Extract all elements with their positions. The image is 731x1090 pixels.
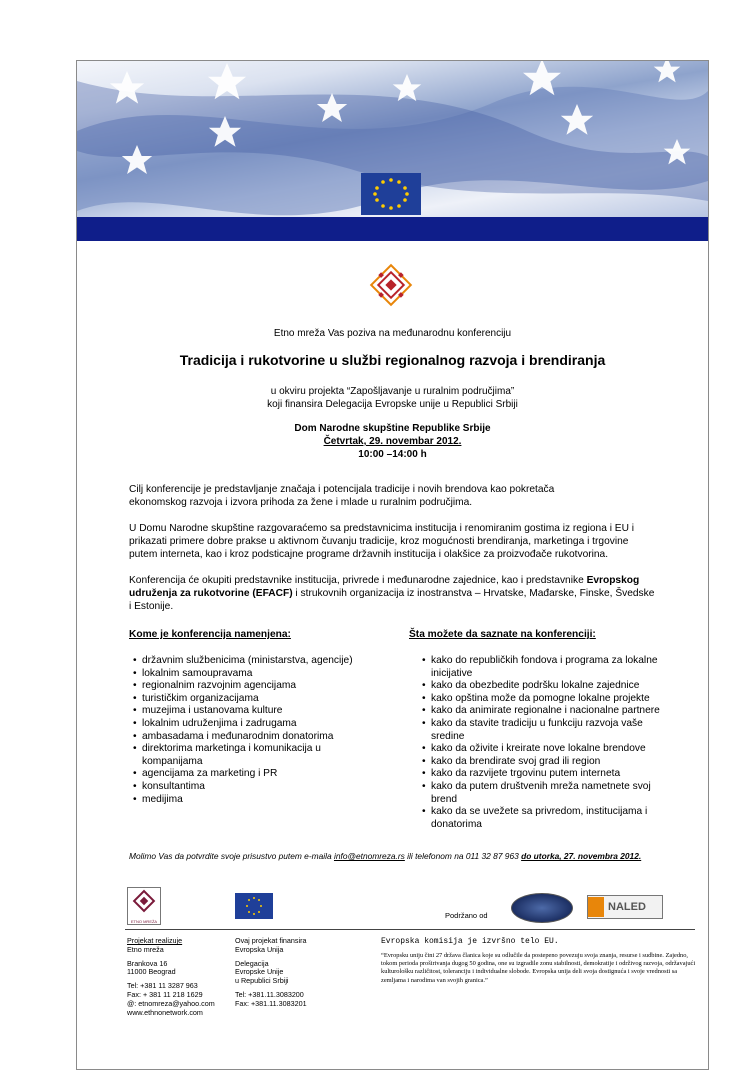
eu-flag-banner [77, 61, 708, 217]
learn-heading: Šta možete da saznate na konferenciji: [409, 629, 596, 640]
footer-website[interactable]: www.ethnonetwork.com [127, 1007, 203, 1017]
paragraph-participants [129, 574, 659, 613]
footer-project-label: Projekat realizuje [127, 936, 183, 945]
eu-statement-heading: Evropska komisija je izvršno telo EU. [381, 937, 559, 946]
naled-mark-icon [588, 897, 604, 917]
audience-list-item: • direktorima marketinga i komunikacija u kompanijama [133, 743, 368, 768]
footer-email[interactable]: @: etnomreza@yahoo.com [127, 998, 215, 1008]
audience-list-item: • medijima [133, 794, 368, 807]
invitation-page [76, 60, 709, 1070]
footer-project-org: Etno mreža [127, 944, 164, 954]
paragraph-goal: Cilj konferencije je predstavljanje značaja i potencijala tradicije i novih brendova kao pokretača ekonomskog razvoja i izvora prihoda za žene i mlade u ruralnim područjima. [129, 484, 555, 508]
footer-address-1: Brankova 16 [127, 958, 168, 968]
audience-list-item: • državnim službenicima (ministarstva, agencije) [133, 655, 368, 668]
venue: Dom Narodne skupštine Republike Srbije [294, 423, 491, 434]
learn-list [422, 655, 667, 831]
footer-funder: Evropska Unija [235, 944, 284, 954]
learn-list-item: • kako da brendirate svoj grad ili region [422, 756, 667, 769]
learn-list-item: • kako opština može da pomogne lokalne projekte [422, 693, 667, 706]
rsvp-deadline: do utorka, 27. novembra 2012. [521, 851, 642, 861]
audience-heading: Kome je konferencija namenjena: [129, 629, 291, 640]
etno-mreza-footer-logo [127, 887, 161, 925]
learn-list-item: • kako da stavite tradiciju u funkciju razvoja vaše sredine [422, 718, 667, 743]
learn-list-item: • kako da obezbedite podršku lokalne zajednice [422, 680, 667, 693]
naled-logo-text: NALED [608, 901, 646, 913]
rsvp-email-link[interactable]: info@etnomreza.rs [333, 851, 405, 861]
rsvp-line [129, 851, 699, 861]
learn-list-item: • kako da razvijete trgovinu putem interneta [422, 768, 667, 781]
footer-divider [125, 929, 695, 930]
audience-list-item: • muzejima i ustanovama kulture [133, 705, 368, 718]
event-date: Četvrtak, 29. novembar 2012. [323, 436, 462, 447]
audience-list-item: • lokalnim samoupravama [133, 668, 368, 681]
rsvp-text-a: Molimo Vas da potvrdite svoje prisustvo putem e-maila [129, 851, 334, 861]
eu-statement-body: “Evropsku uniju čini 27 država članica koje su odlučile da postepeno povezuju svoja znanja, resurse i sudbine. Zajedno, tokom perioda proširivanja dugog 50 godina, one su izgradile zonu stabilnosti, demokratije i održivog razvoja, održavajući kulturološku različitost, toleranciju i individualne slobode. Evropska unija deli svoja dostignuća i svoje vrednosti sa zemljama i narodima van svojih granica.” [381, 952, 696, 984]
supported-by-label: Podržano od [445, 911, 488, 920]
learn-list-item: • kako da oživite i kreirate nove lokalne brendove [422, 743, 667, 756]
audience-list-item: • konsultantima [133, 781, 368, 794]
etno-mreza-logo-icon [369, 263, 413, 307]
learn-list-item: • kako da se uvežete sa privredom, institucijama i donatorima [422, 806, 667, 831]
audience-list-item: • regionalnim razvojnim agencijama [133, 680, 368, 693]
eu-flag-stars-icon [235, 893, 273, 919]
paragraph-discussion: U Domu Narodne skupštine razgovaraćemo sa predstavnicima institucija i renomiranim gostima iz regiona i EU i prikazati primere dobre prakse u aktivnom čuvanju tradicije, kroz mogućnosti brendiranja, marketinga i trgovine putem interneta, kao i kroz podsticajne programe državnih institucija i olakšice za proizvođače rukotvorina. [129, 523, 635, 560]
participants-text-b: i strukovnih organizacija iz inostranstva – Hrvatske, Mađarske, Finske, Švedske i Estonije. [129, 588, 655, 612]
footer-address-2: 11000 Beograd [127, 967, 176, 977]
etno-mreza-small-icon [128, 888, 160, 914]
efacf-name: Evropskog udruženja za rukotvorine (EFACF) [129, 575, 640, 599]
footer-delegation-fax: Fax: +381.11.3083201 [235, 998, 307, 1008]
project-line-1: u okviru projekta “Zapošljavanje u ruralnim područjima” [270, 386, 515, 397]
audience-list-item: • ambasadama i međunarodnim donatorima [133, 731, 368, 744]
footer-delegation-1: Delegacija [235, 958, 269, 968]
audience-list-item: • agencijama za marketing i PR [133, 768, 368, 781]
footer-fax: Fax: + 381 11 218 1629 [127, 989, 203, 999]
learn-list-item: • kako da animirate regionalne i nacionalne partnere [422, 705, 667, 718]
audience-list [133, 655, 368, 806]
blue-band [77, 217, 708, 241]
footer-delegation-tel: Tel: +381.11.3083200 [235, 989, 304, 999]
naled-logo [587, 895, 663, 919]
footer-col-funding [235, 937, 307, 1014]
footer-delegation-2: Evropske Unije [235, 967, 284, 977]
footer-col-project [127, 937, 215, 1022]
project-line-2: koji finansira Delegacija Evropske unije u Republici Srbiji [267, 399, 518, 410]
participants-text-a: Konferencija će okupiti predstavnike institucija, privrede i međunarodne zajednice, kao i predstavnike [129, 575, 587, 586]
learn-list-item: • kako da putem društvenih mreža nametnete svoj brend [422, 781, 667, 806]
event-time: 10:00 –14:00 h [358, 449, 427, 460]
invitation-line: Etno mreža Vas poziva na međunarodnu konferenciju [273, 328, 512, 339]
footer-funded-label: Ovaj projekat finansira [235, 936, 307, 945]
national-assembly-logo-icon [511, 893, 573, 923]
conference-title: Tradicija i rukotvorine u službi regionalnog razvoja i brendiranja [179, 352, 606, 368]
audience-list-item: • lokalnim udruženjima i zadrugama [133, 718, 368, 731]
eu-flag-icon [235, 893, 273, 919]
learn-list-item: • kako do republičkih fondova i programa za lokalne inicijative [422, 655, 667, 680]
rsvp-text-b: ili telefonom na 011 32 87 963 [404, 851, 522, 861]
audience-list-item: • turističkim organizacijama [133, 693, 368, 706]
eu-statement [381, 937, 701, 985]
footer-tel: Tel: +381 11 3287 963 [127, 981, 198, 991]
footer-delegation-3: u Republici Srbiji [235, 976, 289, 986]
date-wrap [77, 435, 708, 448]
banner-stars-image [77, 61, 708, 217]
etno-mreza-logo-text: ETNO MREŽA [130, 919, 158, 924]
